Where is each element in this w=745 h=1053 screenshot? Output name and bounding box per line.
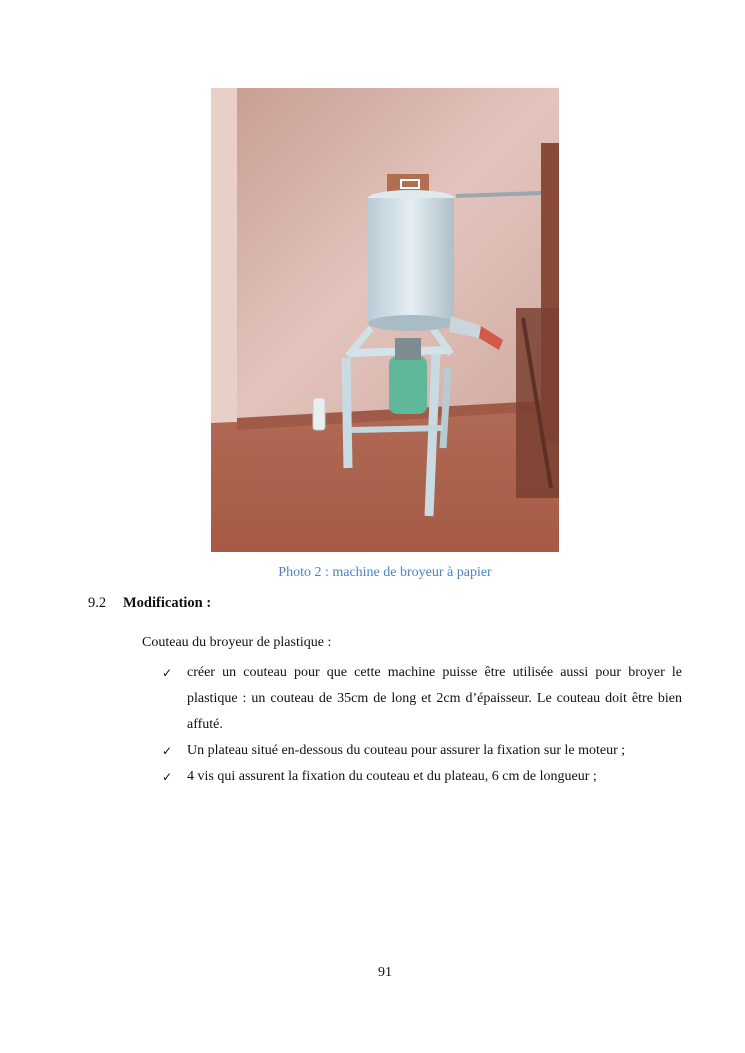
photo-paper-shredder-machine [211,88,559,552]
check-icon: ✓ [162,666,173,680]
check-icon: ✓ [162,744,173,758]
section-number: 9.2 [88,595,107,611]
checklist [162,660,682,790]
list-item-text: Un plateau situé en-dessous du couteau pour assurer la fixation sur le moteur ; [187,743,626,758]
page-number: 91 [378,965,392,980]
list-item [162,738,682,764]
list-item [162,660,682,738]
section-heading [88,595,211,612]
list-item-text: créer un couteau pour que cette machine puisse être utilisée aussi pour broyer le plastique : un couteau de 35cm de long et 2cm d’épaisseur. Le couteau doit être bien affuté. [187,665,682,732]
figure-caption: Photo 2 : machine de broyeur à papier [278,565,492,580]
section-title: Modification : [123,595,212,611]
list-item [162,764,682,790]
intro-text: Couteau du broyeur de plastique : [142,635,332,650]
list-item-text: 4 vis qui assurent la fixation du couteau et du plateau, 6 cm de longueur ; [187,769,597,784]
check-icon: ✓ [162,770,173,784]
